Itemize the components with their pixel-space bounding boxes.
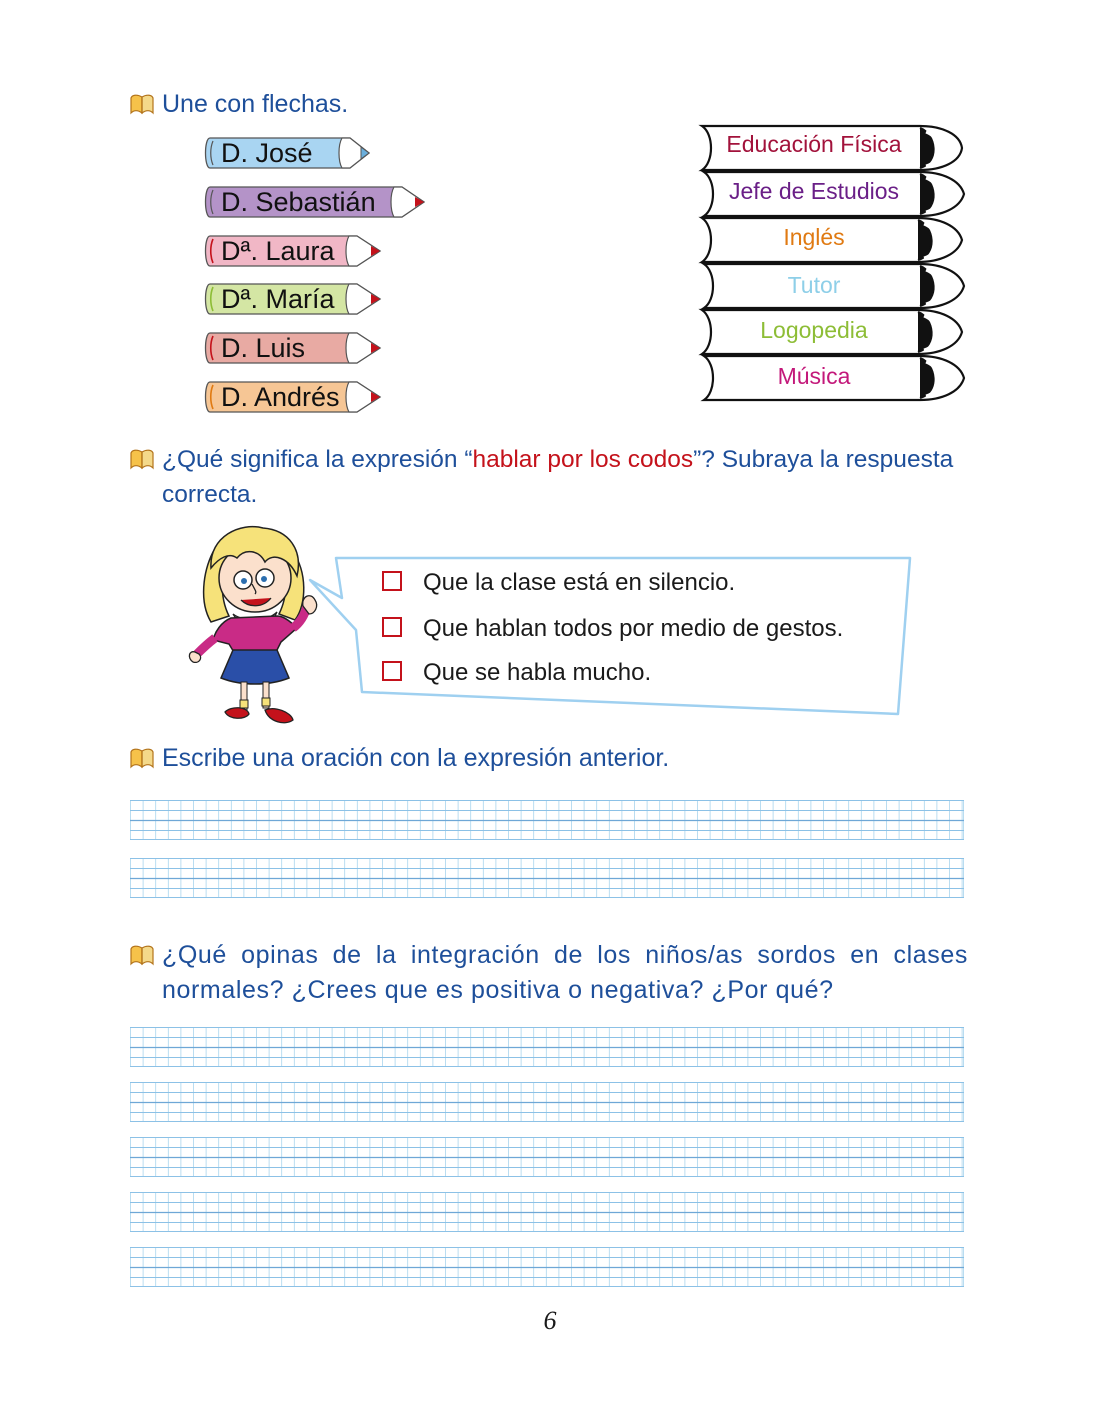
subject-book[interactable]: Inglés — [783, 224, 845, 250]
girl-illustration — [185, 522, 325, 730]
book-bullet-icon — [130, 93, 154, 115]
book-bullet-icon — [130, 448, 154, 470]
writing-grid[interactable] — [130, 1082, 964, 1122]
grid-lines — [130, 1082, 964, 1122]
grid-lines — [130, 1192, 964, 1232]
book-bullet-icon — [130, 944, 154, 966]
grid-lines — [130, 858, 964, 898]
subject-book[interactable]: Jefe de Estudios — [728, 178, 900, 204]
grid-lines — [130, 1247, 964, 1287]
subject-book[interactable]: Educación Física — [726, 131, 902, 157]
highlighted-expression: hablar por los codos — [472, 446, 694, 473]
book-bullet-icon — [130, 747, 154, 769]
grid-lines — [130, 1137, 964, 1177]
answer-checkbox[interactable] — [382, 617, 402, 637]
writing-grid[interactable] — [130, 1247, 964, 1287]
writing-grid[interactable] — [130, 858, 964, 898]
grid-lines — [130, 1027, 964, 1067]
grid-lines — [130, 800, 964, 840]
answer-checkbox[interactable] — [382, 661, 402, 681]
subject-book[interactable]: Logopedia — [760, 317, 868, 343]
subject-books-stack — [698, 122, 968, 404]
subject-book[interactable]: Música — [777, 363, 851, 389]
subject-book[interactable]: Tutor — [787, 272, 841, 298]
page-number: 6 — [543, 1306, 557, 1335]
writing-grid[interactable] — [130, 1137, 964, 1177]
writing-grid[interactable] — [130, 1192, 964, 1232]
writing-grid[interactable] — [130, 1027, 964, 1067]
writing-grid[interactable] — [130, 800, 964, 840]
answer-checkbox[interactable] — [382, 571, 402, 591]
